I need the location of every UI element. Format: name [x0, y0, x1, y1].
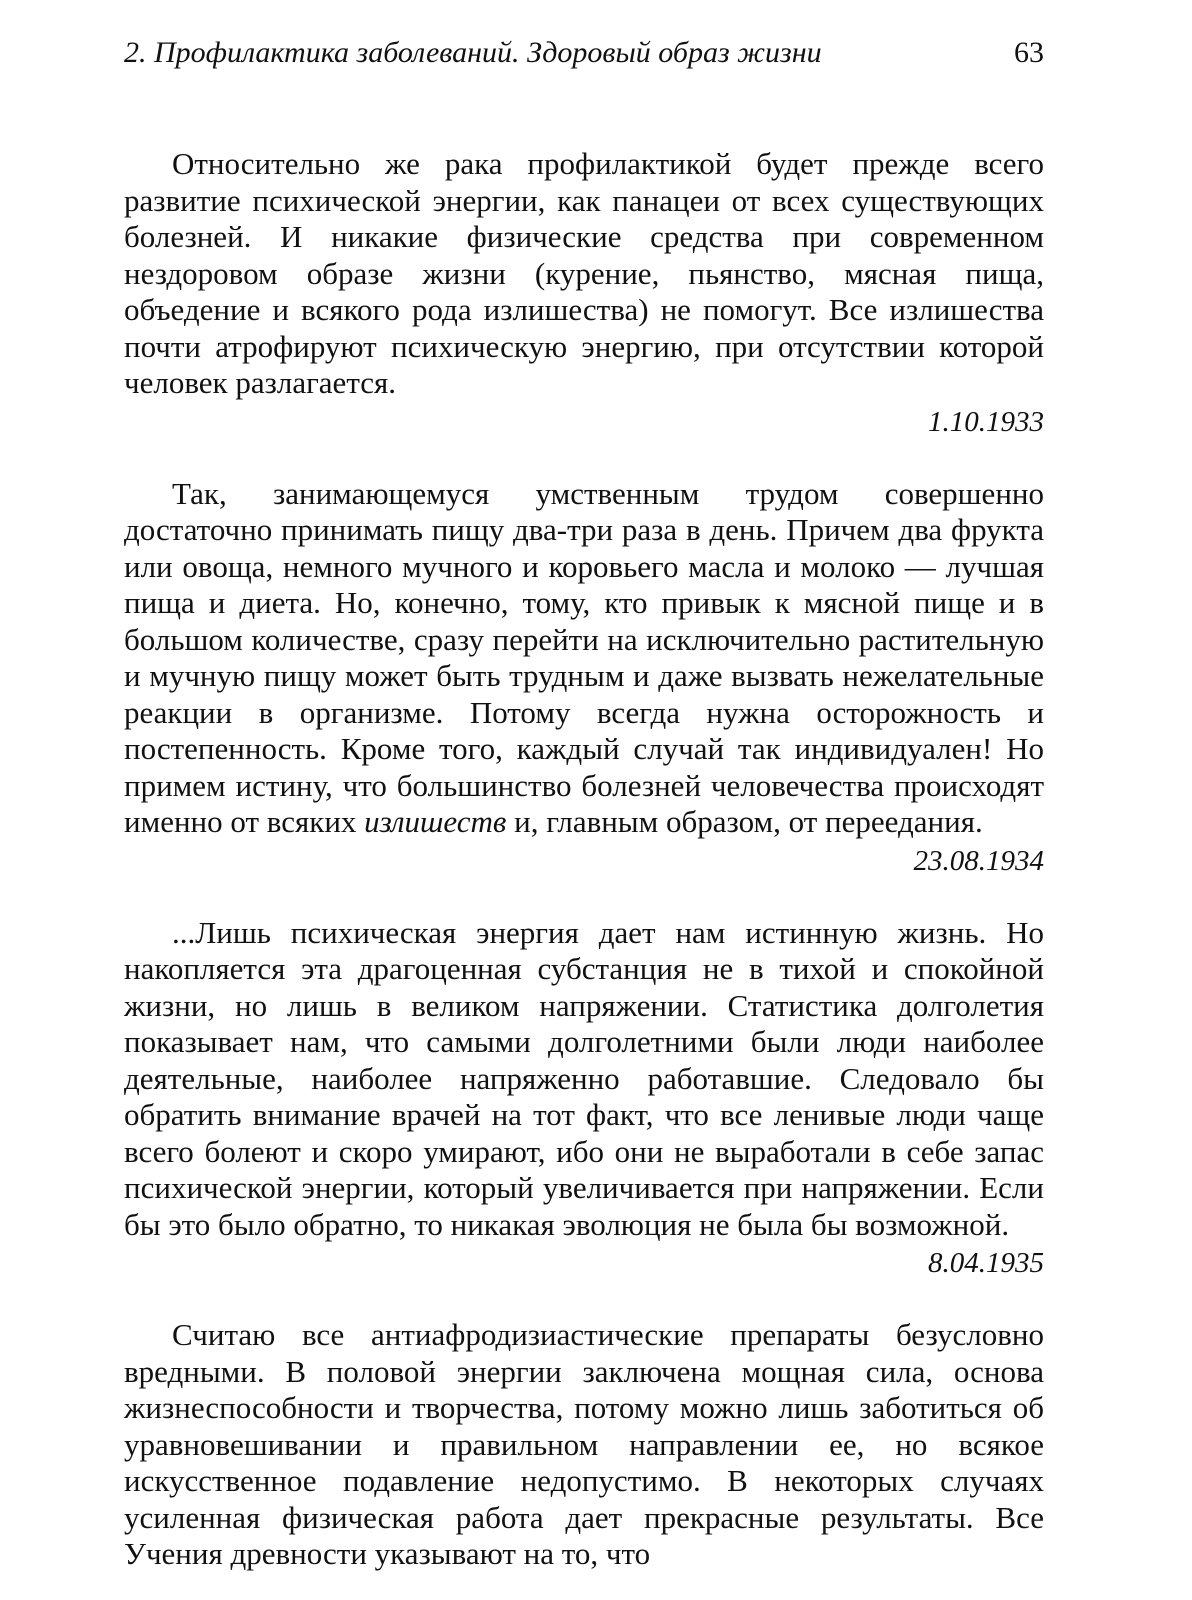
paragraph-2-emphasis: излишеств	[364, 804, 507, 839]
date-3: 8.04.1935	[928, 1247, 1044, 1279]
book-page	[124, 36, 1044, 1573]
paragraph-4: Считаю все антиафродизиастические препараты безусловно вредными. В половой энергии заключена мощная сила, основа жизнеспособности и творчества, потому можно лишь заботиться об уравновешивании и правильном направлении ее, но всякое искусственное подавление недопустимо. В некоторых случаях усиленная физическая работа дает прекрасные результаты. Все Учения древности указывают на то, что	[124, 1317, 1044, 1571]
date-1: 1.10.1933	[928, 405, 1044, 438]
running-title: 2. Профилактика заболеваний. Здоровый образ жизни	[124, 36, 822, 69]
paragraph-3: ...Лишь психическая энергия дает нам истинную жизнь. Но накопляется эта драгоценная субстанция не в тихой и спокойной жизни, но лишь в великом напряжении. Статистика долголетия показывает нам, что самыми долголетними были люди наиболее деятельные, наиболее напряженно работавшие. Следовало бы обратить внимание врачей на тот факт, что все ленивые люди чаще всего болеют и скоро умирают, ибо они не выработали в себе запас психической энергии, который увеличивается при напряжении. Если бы это было обратно, то никакая эволюция не была бы возможной.	[124, 914, 1044, 1242]
page-header	[124, 36, 1044, 86]
date-2: 23.08.1934	[913, 844, 1044, 877]
paragraph-2-text-before: Так, занимающемуся умственным трудом совершенно достаточно принимать пищу два-три раза в день. Причем два фрукта или овоща, немного мучного и коровьего масла и молоко — лучшая пища и диета. Но, конечно, тому, кто привык к мясной пище и в большом количестве, сразу перейти на исключительно растительную и мучную пищу может быть трудным и даже вызвать нежелательные реакции в организме. Потому всегда нужна осторожность и постепенность. Кроме того, каждый случай так индивидуален! Но примем истину, что большинство болезней человечества происходят именно от всяких	[124, 475, 1044, 839]
paragraph-1: Относительно же рака профилактикой будет прежде всего развитие психической энергии, как панацеи от всех существующих болезней. И никакие физические средства при современном нездоровом образе жизни (курение, пьянство, мясная пища, объедение и всякого рода излишества) не помогут. Все излишества почти атрофируют психическую энергию, при отсутствии которой человек разлагается.	[124, 146, 1044, 400]
page-number: 63	[1014, 36, 1044, 69]
paragraph-2	[124, 476, 1044, 841]
paragraph-2-text-after: и, главным образом, от переедания.	[506, 804, 983, 839]
